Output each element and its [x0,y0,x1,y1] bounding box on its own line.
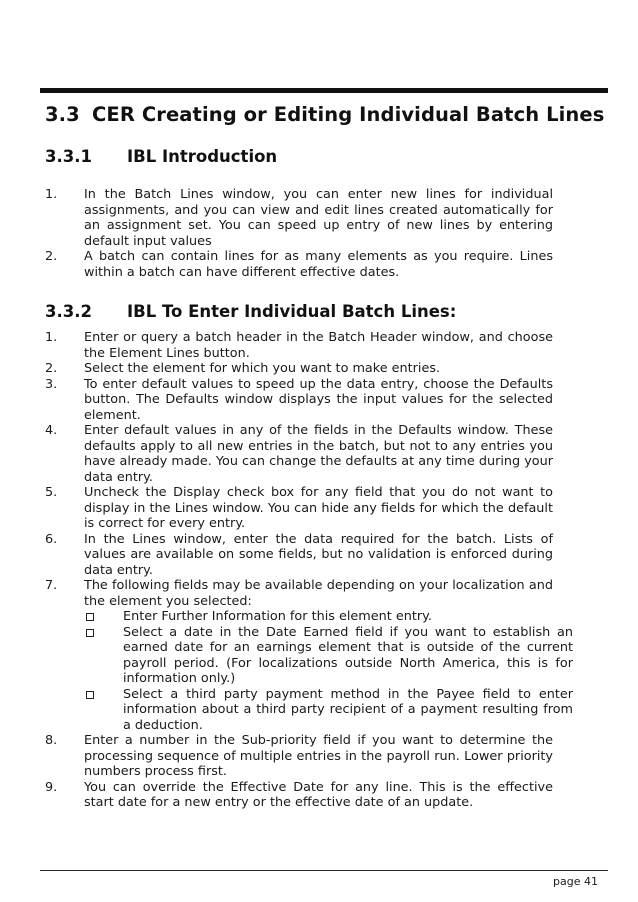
list-item [45,249,553,280]
procedure-number: 3.3.2 [45,302,92,321]
list-item [45,733,553,780]
sub-list-item [84,625,573,687]
item-number: 7. [45,578,58,593]
sub-item-text: Enter Further Information for this element entry. [123,609,432,624]
list-item [45,187,553,249]
list-item [45,485,553,532]
sub-list-item [84,609,573,625]
item-number: 1. [45,330,58,345]
item-number: 2. [45,249,58,264]
item-number: 8. [45,733,58,748]
item-text: Select the element for which you want to make entries. [84,361,441,376]
list-item [45,780,553,811]
list-item [45,377,553,424]
item-number: 2. [45,361,58,376]
procedure-title: IBL To Enter Individual Batch Lines: [127,302,457,321]
header-rule [40,88,608,93]
item-text: You can override the Effective Date for any line. This is the effective start date for a new entry or the effective date of an update. [84,779,553,810]
sub-list [84,609,573,733]
page-number: page 41 [553,875,598,888]
procedure-heading [45,302,456,321]
item-text: Enter default values in any of the fields in the Defaults window. These defaults apply to all new entries in the batch, but not to any entries you have already made. You can change the defaults at any time during your data entry. [84,423,553,485]
intro-list [45,187,553,280]
item-number: 5. [45,485,58,500]
item-number: 6. [45,531,58,547]
item-number: 4. [45,423,58,438]
item-text: Uncheck the Display check box for any field that you do not want to display in the Lines window. You can hide any fields for which the default is correct for every entry. [84,485,553,531]
sub-list-item [84,687,573,734]
checkbox-bullet-icon [86,629,94,637]
item-text: Enter or query a batch header in the Batch Header window, and choose the Element Lines button. [84,330,553,361]
list-item [45,361,553,377]
intro-heading [45,147,277,166]
sub-item-text: Select a third party payment method in the Payee field to enter information about a third party recipient of a payment resulting from a deduction. [123,686,573,733]
sub-item-text: Select a date in the Date Earned field if you want to establish an earned date for an earnings element that is outside of the current payroll period. (For localizations outside North America, this is for information only.) [123,624,573,686]
list-item [45,578,573,733]
section-heading [45,103,604,126]
item-text: To enter default values to speed up the data entry, choose the Defaults button. The Defaults window displays the input values for the selected element. [84,376,553,423]
item-number: 9. [45,779,58,795]
item-text: In the Lines window, enter the data required for the batch. Lists of values are available on some fields, but no validation is enforced during data entry. [84,531,553,578]
list-item [45,423,553,485]
item-text: A batch can contain lines for as many elements as you require. Lines within a batch can have different effective dates. [84,249,553,280]
item-text: The following fields may be available depending on your localization and the element you selected: [84,578,553,609]
checkbox-bullet-icon [86,691,94,699]
item-number: 3. [45,376,58,392]
section-number: 3.3 [45,103,80,126]
list-item [45,532,553,579]
item-text: Enter a number in the Sub-priority field if you want to determine the processing sequence of multiple entries in the payroll run. Lower priority numbers process first. [84,733,553,779]
section-title: CER Creating or Editing Individual Batch Lines [92,103,605,126]
footer-rule [40,870,608,871]
intro-number: 3.3.1 [45,147,92,166]
intro-title: IBL Introduction [127,147,278,166]
procedure-list [45,330,573,811]
item-text: In the Batch Lines window, you can enter new lines for individual assignments, and you can view and edit lines created automatically for an assignment set. You can speed up entry of new lines by entering default input values [84,187,553,249]
list-item [45,330,553,361]
checkbox-bullet-icon [86,613,94,621]
item-number: 1. [45,187,58,202]
